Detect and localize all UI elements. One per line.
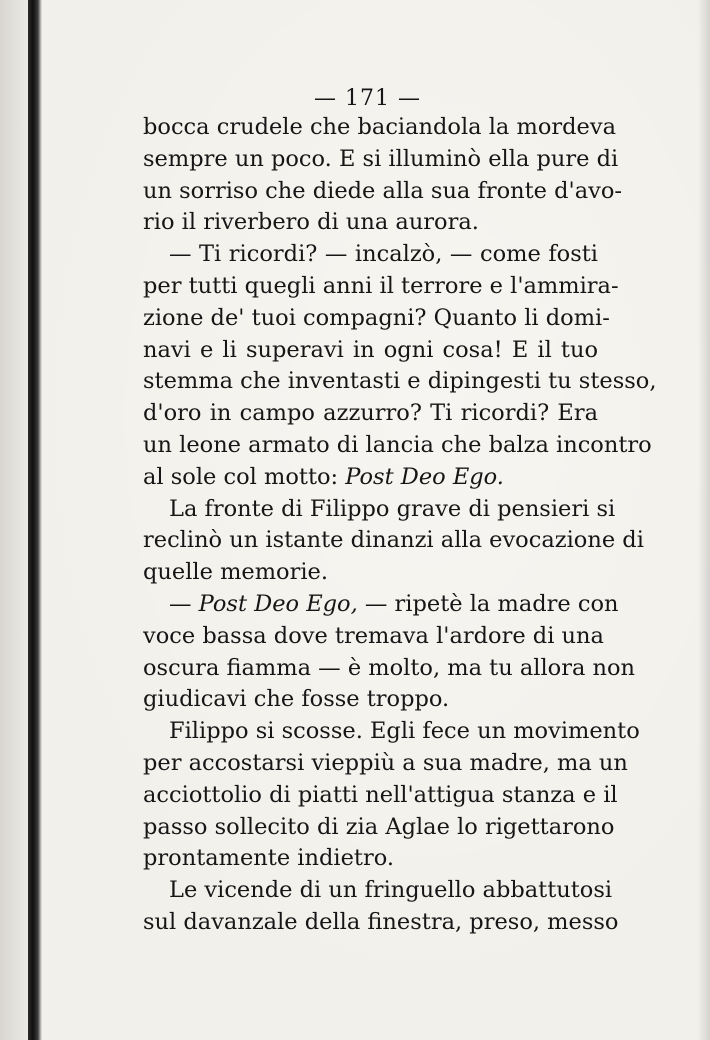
binding-shadow (0, 0, 30, 1040)
italic-text: Post Deo Ego, (198, 590, 358, 617)
text-line: bocca crudele che baciandola la mordeva (143, 114, 616, 140)
text-segment: — ripetè la madre con (357, 590, 619, 617)
page-number: — 171 — (314, 86, 421, 111)
text-line: oscura fiamma — è molto, ma tu allora non (143, 654, 636, 681)
text-line: stemma che inventasti e dipingesti tu stesso, (143, 368, 657, 395)
text-line: quelle memorie. (143, 559, 329, 586)
text-line: zione de' tuoi compagni? Quanto li domi- (143, 304, 610, 331)
text-line: La fronte di Filippo grave di pensieri si (169, 495, 616, 522)
italic-text: Post Deo Ego. (345, 463, 504, 490)
text-line: voce bassa dove tremava l'ardore di una (143, 622, 604, 649)
book-binding-edge (28, 0, 42, 1040)
text-line: passo sollecito di zia Aglae lo rigettarono (143, 813, 615, 840)
text-line: prontamente indietro. (143, 845, 395, 872)
page-right-edge (698, 0, 710, 1040)
text-line: Filippo si scosse. Egli fece un movimento (169, 718, 640, 745)
text-line: — Ti ricordi? — incalzò, — come fosti (169, 241, 598, 268)
text-line: d'oro in campo azzurro? Ti ricordi? Era (143, 400, 598, 427)
text-line: acciottolio di piatti nell'attigua stanza e il (143, 781, 618, 808)
text-segment: — (169, 590, 199, 617)
text-line: un leone armato di lancia che balza incontro (143, 431, 652, 458)
text-line: giudicavi che fosse troppo. (143, 686, 450, 713)
text-line: reclinò un istante dinanzi alla evocazione di (143, 527, 644, 554)
text-line (143, 462, 598, 494)
text-line: un sorriso che diede alla sua fronte d'avo- (143, 177, 622, 204)
text-line: sempre un poco. E si illuminò ella pure di (143, 145, 619, 172)
text-line: navi e li superavi in ogni cosa! E il tuo (143, 336, 598, 363)
body-text (143, 112, 657, 939)
text-line: Le vicende di un fringuello abbattutosi (169, 877, 613, 904)
text-segment: al sole col motto: (143, 463, 346, 490)
text-line: per tutti quegli anni il terrore e l'ammira- (143, 272, 619, 299)
text-line: per accostarsi vieppiù a sua madre, ma un (143, 749, 628, 776)
text-line (143, 589, 619, 621)
text-line: sul davanzale della finestra, preso, messo (143, 908, 619, 935)
text-line: rio il riverbero di una aurora. (143, 209, 479, 236)
